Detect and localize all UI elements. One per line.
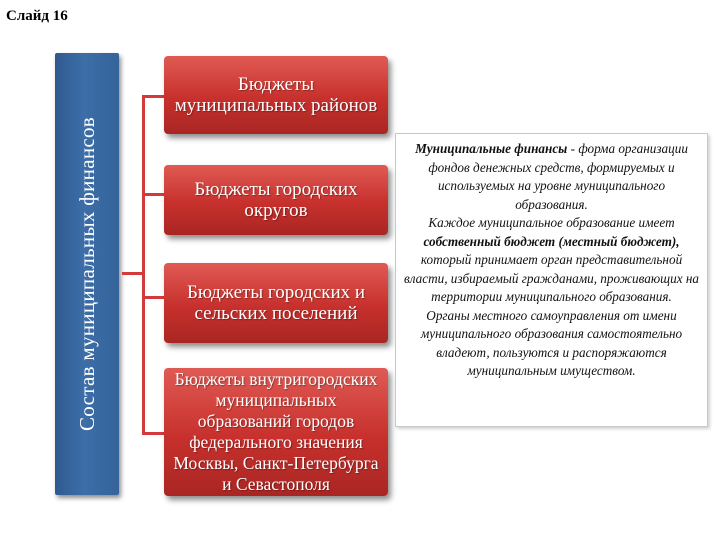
box-settlements xyxy=(164,263,388,343)
box-federal-cities xyxy=(164,368,388,496)
box-municipal-districts xyxy=(164,56,388,134)
box-label: Бюджеты городских округов xyxy=(194,179,358,221)
info-term: Муниципальные финансы xyxy=(415,141,568,156)
info-budget-term: собственный бюджет (местный бюджет), xyxy=(423,233,680,249)
info-budget-intro: Каждое муниципальное образование имеет xyxy=(428,215,675,230)
info-definition: - форма организации фондов денежных средств, формируемых и используемых на уровне муниципального образования. xyxy=(428,141,688,212)
info-budget-rest: который принимает орган представительной власти, избираемый гражданами, проживающих на территории муниципального образования. xyxy=(404,252,699,304)
slide-number: Слайд 16 xyxy=(6,8,68,24)
connector-box-2 xyxy=(142,193,165,196)
connector-box-1 xyxy=(142,95,165,98)
info-panel xyxy=(395,133,708,427)
sidebar-title: Состав муниципальных финансов xyxy=(75,117,99,431)
connector-vertical xyxy=(142,96,145,434)
info-property: Органы местного самоуправления от имени муниципального образования самостоятельно владеют, пользуются и распоряжаются муниципальным имуществом. xyxy=(420,307,683,378)
connector-box-4 xyxy=(142,432,165,435)
box-city-districts xyxy=(164,165,388,235)
box-label: Бюджеты внутригородских муниципальных образований городов федерального значения Москвы, Санкт-Петербурга и Севастополя xyxy=(173,369,379,494)
box-label: Бюджеты городских и сельских поселений xyxy=(186,282,366,324)
box-label: Бюджеты муниципальных районов xyxy=(174,74,378,116)
connector-box-3 xyxy=(142,296,165,299)
